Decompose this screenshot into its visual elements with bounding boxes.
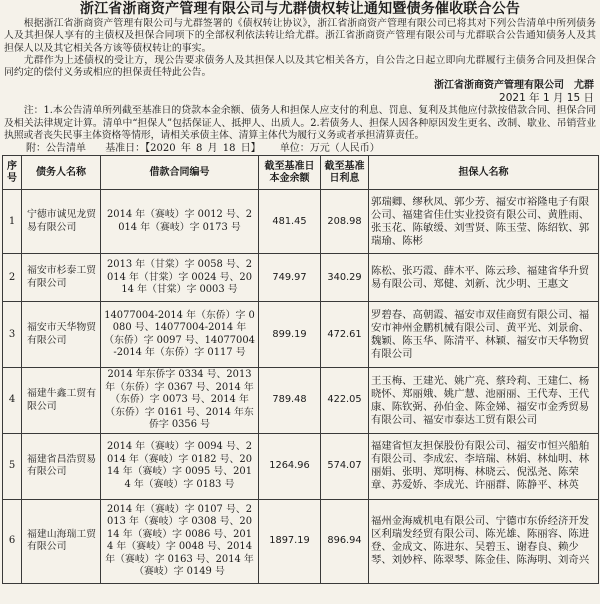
row-contracts: 2014 年东侨字 0334 号、2013 年（东侨）字 0367 号、2014 年（东侨）字 0073 号、2014 年（东侨）字 0161 号、2014 年东侨字 0356 号	[101, 368, 259, 434]
row-interest: 340.29	[321, 254, 369, 302]
row-no: 3	[3, 302, 22, 368]
row-contracts: 2014 年（赛岐）字 0107 号、2013 年（赛岐）字 0308 号、2014 年（赛岐）字 0086 号、2014 年（赛岐）字 0048 号、2014 年（赛岐）字 0163 号、2014 年（赛岐）字 0149 号	[101, 499, 259, 583]
row-no: 6	[3, 499, 22, 583]
header-contract: 借款合同编号	[101, 156, 259, 190]
page-title: 浙江省浙商资产管理有限公司与尤群债权转让通知暨债务催收联合公告	[79, 1, 521, 17]
row-interest: 574.07	[321, 433, 369, 499]
row-guarantors: 王玉梅、王建光、姚广亮、蔡玲莉、王建仁、杨晓怀、郑丽娥、姚广慧、池丽丽、王代寿、王代康、陈钦弼、孙伯金、陈金娣、福安市金秀贸易有限公司、福安市泰达工贸有限公司	[369, 368, 599, 434]
intro-paragraph-1: 根据浙江省浙商资产管理有限公司与尤群签署的《债权转让协议》，浙江省浙商资产管理有限公司已将其对下列公告清单中所列债务人及其担保人享有的主债权及担保合同项下的全部权利依法转让给尤群。浙江省浙商资产管理有限公司与尤群联合公告通知债务人及其担保人以及其它相关各方该等债权转让的事实。	[4, 18, 596, 54]
row-debtor: 福安市天华物贸有限公司	[22, 302, 101, 368]
table-row	[3, 499, 599, 583]
row-principal: 789.48	[259, 368, 321, 434]
intro-paragraph-2: 尤群作为上述债权的受让方，现公告要求债务人及其担保人以及其它相关各方，自公告之日起立即向尤群履行主债务合同及担保合同约定的偿付义务或相应的担保责任特此公告。	[4, 54, 596, 79]
header-interest: 截至基准日利息	[321, 156, 369, 190]
row-contracts: 2013 年（甘棠）字 0058 号、2014 年（甘棠）字 0024 号、2014 年（甘棠）字 0003 号	[101, 254, 259, 302]
row-guarantors: 福建省恒友担保股份有限公司、福安市恒兴船舶有限公司、李成宏、李培瑞、林娟、林灿明、林丽娟、张明、郑明梅、林晓云、倪泓尧、陈荣章、苏爱娇、李成光、许丽群、陈静平、林英	[369, 433, 599, 499]
row-guarantors: 罗碧春、高朝霞、福安市双佳商贸有限公司、福安市神州金鹏机械有限公司、黄平光、刘景俞、魏颖、陈玉华、陈清平、林颖、福安市天华物贸有限公司	[369, 302, 599, 368]
row-contracts: 14077004-2014 年（东侨）字 0080 号、14077004-2014 年（东侨）字 0097 号、14077004-2014 年（东侨）字 0117 号	[101, 302, 259, 368]
row-no: 4	[3, 368, 22, 434]
row-principal: 899.19	[259, 302, 321, 368]
row-debtor: 福建省昌浩贸易有限公司	[22, 433, 101, 499]
debt-list-table	[2, 155, 599, 584]
header-no: 序号	[3, 156, 22, 190]
row-debtor: 福安市杉泰工贸有限公司	[22, 254, 101, 302]
row-contracts: 2014 年（赛岐）字 0094 号、2014 年（赛岐）字 0182 号、2014 年（赛岐）字 0095 号、2014 年（赛岐）字 0183 号	[101, 433, 259, 499]
row-principal: 481.45	[259, 190, 321, 254]
announcement-date: 2021 年 1 月 15 日	[499, 92, 594, 105]
row-interest: 208.98	[321, 190, 369, 254]
row-interest: 422.05	[321, 368, 369, 434]
row-no: 1	[3, 190, 22, 254]
row-debtor: 福建牛鑫工贸有限公司	[22, 368, 101, 434]
row-principal: 749.97	[259, 254, 321, 302]
unit-label: 单位：万元（人民币）	[279, 143, 380, 155]
header-principal: 截至基准日本金余额	[259, 156, 321, 190]
table-row	[3, 368, 599, 434]
row-principal: 1264.96	[259, 433, 321, 499]
row-debtor: 福建山海瑞工贸有限公司	[22, 499, 101, 583]
header-guarantor: 担保人名称	[369, 156, 599, 190]
row-guarantors: 福州金海威机电有限公司、宁德市东侨经济开发区利瑞发经贸有限公司、陈光雄、陈丽容、陈进登、金成文、陈进东、吴碧玉、谢春良、赖少琴、刘妙梓、陈翠琴、陈金佳、陈海明、刘奇兴	[369, 499, 599, 583]
row-debtor: 宁德市诚见龙贸易有限公司	[22, 190, 101, 254]
row-interest: 472.61	[321, 302, 369, 368]
base-date-label: 基准日：【2020 年 8 月 18 日】	[105, 143, 261, 155]
table-row	[3, 433, 599, 499]
signature: 浙江省浙商资产管理有限公司 尤群	[434, 80, 594, 92]
header-debtor: 债务人名称	[22, 156, 101, 190]
row-contracts: 2014 年（赛岐）字 0012 号、2014 年（赛岐）字 0173 号	[101, 190, 259, 254]
row-no: 5	[3, 433, 22, 499]
table-row	[3, 254, 599, 302]
row-guarantors: 陈松、张巧霞、薛木平、陈云珍、福建省华升贸易有限公司、郑健、刘新、沈少明、王惠文	[369, 254, 599, 302]
row-guarantors: 郭瑞卿、缪秋凤、郭少芳、福安市裕隆电子有限公司、福建省佳仕实业投资有限公司、黄胜雨、张玉花、陈敏缓、刘雪贤、陈玉莹、陈绍钦、郭瑞瑜、陈彬	[369, 190, 599, 254]
row-interest: 896.94	[321, 499, 369, 583]
table-header-row	[3, 156, 599, 190]
note-paragraph: 注：1.本公告清单所列截至基准日的贷款本金余额、债务人和担保人应支付的利息、罚息、复利及其他应付款按借款合同、担保合同及相关法律规定计算。清单中“担保人”包括保证人、抵押人、出质人。2.若债务人、担保人因各种原因发生更名、改制、歇业、吊销营业执照或者丧失民事主体资格等情形，请相关承债主体、清算主体代为履行义务或者承担清算责任。	[4, 105, 596, 142]
table-row	[3, 190, 599, 254]
row-no: 2	[3, 254, 22, 302]
attachment-label: 附：公告清单	[26, 143, 86, 155]
table-row	[3, 302, 599, 368]
row-principal: 1897.19	[259, 499, 321, 583]
table-meta	[0, 142, 600, 155]
